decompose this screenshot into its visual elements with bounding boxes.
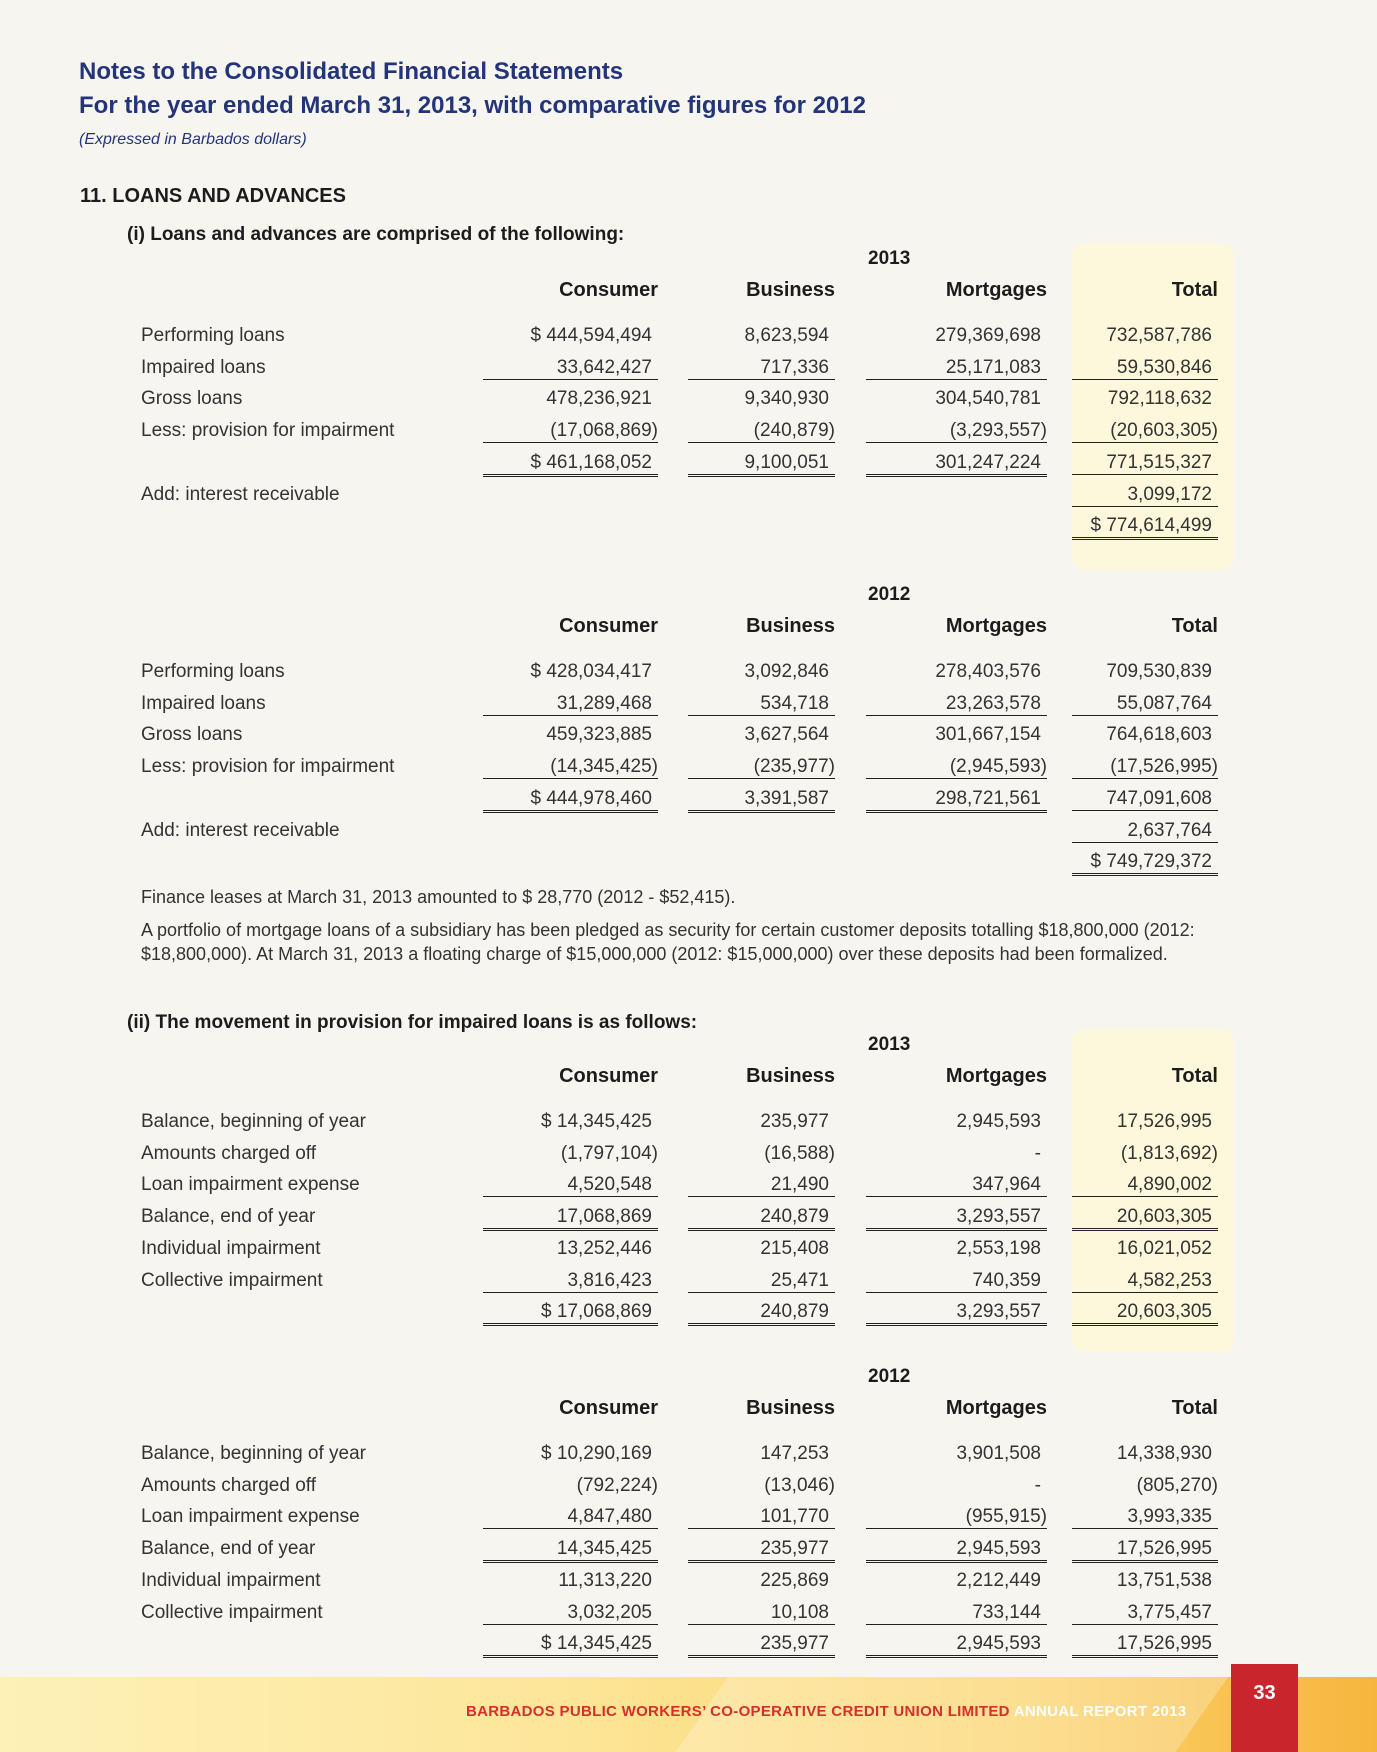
cell-business: 215,408 xyxy=(760,1237,829,1259)
cell-consumer: 459,323,885 xyxy=(546,724,652,746)
cell-total: 20,603,305 xyxy=(1072,1301,1218,1326)
cell-consumer: $ 444,594,494 xyxy=(530,325,652,346)
cell-consumer: $ 14,345,425 xyxy=(483,1633,658,1658)
cell-consumer: 3,816,423 xyxy=(483,1270,658,1293)
row-label: Amounts charged off xyxy=(141,1474,316,1496)
footer-report-name: ANNUAL REPORT 2013 xyxy=(1013,1703,1187,1720)
row-label: Gross loans xyxy=(141,724,243,746)
row-label: Performing loans xyxy=(141,661,285,682)
finance-leases-note: Finance leases at March 31, 2013 amounted to $ 28,770 (2012 - $52,415). xyxy=(141,887,736,907)
cell-business: 25,471 xyxy=(688,1270,835,1293)
cell-consumer: $ 14,345,425 xyxy=(541,1111,652,1132)
row-label: Individual impairment xyxy=(141,1237,321,1259)
footer-org-name: BARBADOS PUBLIC WORKERS’ CO-OPERATIVE CREDIT UNION LIMITED xyxy=(466,1703,1010,1720)
cell-consumer: $ 10,290,169 xyxy=(541,1443,652,1464)
cell-mortgages: 2,945,593 xyxy=(866,1538,1047,1563)
cell-mortgages: 347,964 xyxy=(866,1174,1047,1197)
column-header-consumer: Consumer xyxy=(559,615,658,637)
column-header-mortgages: Mortgages xyxy=(945,279,1047,301)
cell-mortgages: 733,144 xyxy=(866,1602,1047,1625)
row-label: Balance, end of year xyxy=(141,1538,316,1560)
cell-total: 20,603,305 xyxy=(1072,1206,1218,1231)
portfolio-note: A portfolio of mortgage loans of a subsidiary has been pledged as security for certain customer deposits totalling $18,800,000 (2012: $18,800,000). At March 31, 2013 a floating charge of $15,000,000 (2012: $15,000,000) over these deposits had been formalized. xyxy=(141,920,1195,964)
cell-business: 3,391,587 xyxy=(688,788,835,813)
cell-total: $ 774,614,499 xyxy=(1072,515,1218,540)
cell-consumer: 14,345,425 xyxy=(483,1538,658,1563)
column-header-business: Business xyxy=(746,1397,835,1419)
cell-consumer: 3,032,205 xyxy=(483,1602,658,1625)
cell-mortgages: 25,171,083 xyxy=(866,357,1047,380)
footer-organization xyxy=(466,1703,1186,1720)
year-heading: 2013 xyxy=(868,1034,911,1055)
cell-consumer: 11,313,220 xyxy=(558,1569,652,1591)
cell-business: 147,253 xyxy=(760,1443,829,1464)
cell-mortgages: 2,945,593 xyxy=(866,1633,1047,1658)
cell-business: (235,977) xyxy=(688,756,835,779)
year-heading: 2012 xyxy=(868,584,911,605)
cell-total: 3,993,335 xyxy=(1072,1506,1218,1529)
cell-total: 764,618,603 xyxy=(1106,724,1212,746)
currency-note: (Expressed in Barbados dollars) xyxy=(79,131,307,148)
cell-mortgages: 3,901,508 xyxy=(956,1443,1041,1464)
cell-total: (805,270) xyxy=(1136,1474,1218,1496)
cell-business: (13,046) xyxy=(764,1474,835,1496)
page-number-box xyxy=(1231,1664,1298,1752)
cell-mortgages: 3,293,557 xyxy=(866,1206,1047,1231)
cell-business: (16,588) xyxy=(764,1142,835,1164)
cell-consumer: (1,797,104) xyxy=(560,1142,658,1164)
cell-consumer: $ 17,068,869 xyxy=(483,1301,658,1326)
cell-total: $ 749,729,372 xyxy=(1072,851,1218,876)
cell-total: 14,338,930 xyxy=(1116,1443,1212,1464)
row-label: Collective impairment xyxy=(141,1269,323,1291)
row-label: Add: interest receivable xyxy=(141,819,340,841)
cell-business: (240,879) xyxy=(688,420,835,443)
row-label: Less: provision for impairment xyxy=(141,756,395,778)
cell-mortgages: 304,540,781 xyxy=(935,388,1041,410)
row-label: Collective impairment xyxy=(141,1601,323,1623)
cell-total: 792,118,632 xyxy=(1107,388,1212,410)
cell-business: 717,336 xyxy=(688,357,835,380)
cell-mortgages: 278,403,576 xyxy=(935,661,1041,682)
row-label: Less: provision for impairment xyxy=(141,420,395,442)
column-header-consumer: Consumer xyxy=(559,1397,658,1419)
part-ii-title: (ii) The movement in provision for impaired loans is as follows: xyxy=(127,1012,698,1033)
year-heading: 2013 xyxy=(868,248,911,269)
cell-consumer: $ 461,168,052 xyxy=(483,452,658,477)
cell-total: 55,087,764 xyxy=(1072,693,1218,716)
column-header-mortgages: Mortgages xyxy=(945,1065,1047,1087)
cell-consumer: 4,520,548 xyxy=(483,1174,658,1197)
column-header-total: Total xyxy=(1171,1397,1218,1419)
column-header-total: Total xyxy=(1171,615,1218,637)
cell-business: 10,108 xyxy=(688,1602,835,1625)
cell-total: 747,091,608 xyxy=(1072,788,1218,811)
cell-business: 3,627,564 xyxy=(744,724,829,746)
cell-mortgages: 301,667,154 xyxy=(935,724,1041,746)
cell-business: 235,977 xyxy=(760,1111,829,1132)
cell-total: (1,813,692) xyxy=(1120,1142,1218,1164)
row-label: Balance, beginning of year xyxy=(141,1111,366,1132)
row-label: Loan impairment expense xyxy=(141,1174,360,1196)
cell-mortgages: 279,369,698 xyxy=(935,325,1041,346)
cell-consumer: 17,068,869 xyxy=(483,1206,658,1231)
cell-total: 4,582,253 xyxy=(1072,1270,1218,1293)
row-label: Performing loans xyxy=(141,325,285,346)
page-subtitle: For the year ended March 31, 2013, with comparative figures for 2012 xyxy=(79,92,866,119)
cell-mortgages: (3,293,557) xyxy=(866,420,1047,443)
year-heading: 2012 xyxy=(868,1366,911,1387)
cell-consumer: (14,345,425) xyxy=(483,756,658,779)
cell-business: 9,340,930 xyxy=(744,388,829,410)
cell-consumer: 13,252,446 xyxy=(556,1237,652,1259)
cell-business: 235,977 xyxy=(688,1633,835,1658)
page-number: 33 xyxy=(1253,1682,1276,1704)
row-label: Impaired loans xyxy=(141,692,266,714)
cell-total: (17,526,995) xyxy=(1072,756,1218,779)
cell-mortgages: (2,945,593) xyxy=(866,756,1047,779)
cell-mortgages: 301,247,224 xyxy=(866,452,1047,477)
cell-total: 771,515,327 xyxy=(1072,452,1218,475)
cell-total: 16,021,052 xyxy=(1116,1237,1212,1259)
footer-band xyxy=(0,1677,1377,1752)
row-label: Add: interest receivable xyxy=(141,483,340,505)
column-header-consumer: Consumer xyxy=(559,279,658,301)
cell-mortgages: 298,721,561 xyxy=(866,788,1047,813)
cell-mortgages: 740,359 xyxy=(866,1270,1047,1293)
column-header-mortgages: Mortgages xyxy=(945,1397,1047,1419)
cell-total: 2,637,764 xyxy=(1072,820,1218,843)
cell-mortgages: 3,293,557 xyxy=(866,1301,1047,1326)
cell-consumer: (792,224) xyxy=(576,1474,658,1496)
cell-business: 8,623,594 xyxy=(744,325,829,346)
column-header-total: Total xyxy=(1171,279,1218,301)
cell-business: 101,770 xyxy=(688,1506,835,1529)
row-label: Individual impairment xyxy=(141,1569,321,1591)
cell-total: 3,775,457 xyxy=(1072,1602,1218,1625)
cell-business: 240,879 xyxy=(688,1301,835,1326)
cell-consumer: $ 444,978,460 xyxy=(483,788,658,813)
cell-mortgages: (955,915) xyxy=(866,1506,1047,1529)
cell-total: 709,530,839 xyxy=(1106,661,1212,682)
section-title: 11. LOANS AND ADVANCES xyxy=(80,185,346,207)
cell-total: (20,603,305) xyxy=(1072,420,1218,443)
cell-total: 17,526,995 xyxy=(1072,1633,1218,1658)
cell-total: 13,751,538 xyxy=(1116,1569,1212,1591)
row-label: Loan impairment expense xyxy=(141,1506,360,1528)
part-i-title: (i) Loans and advances are comprised of the following: xyxy=(127,224,625,245)
cell-business: 534,718 xyxy=(688,693,835,716)
cell-business: 225,869 xyxy=(760,1569,829,1591)
cell-business: 9,100,051 xyxy=(688,452,835,477)
page-title: Notes to the Consolidated Financial Statements xyxy=(79,58,624,85)
cell-consumer: 33,642,427 xyxy=(483,357,658,380)
row-label: Balance, end of year xyxy=(141,1206,316,1228)
cell-business: 3,092,846 xyxy=(744,661,829,682)
cell-consumer: $ 428,034,417 xyxy=(530,661,652,682)
row-label: Amounts charged off xyxy=(141,1142,316,1164)
row-label: Balance, beginning of year xyxy=(141,1443,366,1464)
cell-business: 21,490 xyxy=(688,1174,835,1197)
cell-mortgages: - xyxy=(1034,1142,1041,1164)
cell-business: 240,879 xyxy=(688,1206,835,1231)
column-header-business: Business xyxy=(746,279,835,301)
cell-consumer: 4,847,480 xyxy=(483,1506,658,1529)
cell-total: 4,890,002 xyxy=(1072,1174,1218,1197)
cell-mortgages: 2,553,198 xyxy=(956,1237,1041,1259)
cell-consumer: 31,289,468 xyxy=(483,693,658,716)
cell-total: 17,526,995 xyxy=(1116,1111,1212,1132)
cell-total: 59,530,846 xyxy=(1072,357,1218,380)
cell-business: 235,977 xyxy=(688,1538,835,1563)
cell-total: 732,587,786 xyxy=(1106,325,1212,346)
cell-consumer: 478,236,921 xyxy=(546,388,652,410)
column-header-consumer: Consumer xyxy=(559,1065,658,1087)
cell-mortgages: 2,212,449 xyxy=(956,1569,1041,1591)
cell-mortgages: 2,945,593 xyxy=(956,1111,1041,1132)
cell-consumer: (17,068,869) xyxy=(483,420,658,443)
row-label: Impaired loans xyxy=(141,356,266,378)
cell-total: 3,099,172 xyxy=(1072,484,1218,507)
column-header-total: Total xyxy=(1171,1065,1218,1087)
cell-total: 17,526,995 xyxy=(1072,1538,1218,1563)
cell-mortgages: 23,263,578 xyxy=(866,693,1047,716)
column-header-mortgages: Mortgages xyxy=(945,615,1047,637)
row-label: Gross loans xyxy=(141,388,243,410)
cell-mortgages: - xyxy=(1034,1474,1041,1496)
column-header-business: Business xyxy=(746,1065,835,1087)
column-header-business: Business xyxy=(746,615,835,637)
